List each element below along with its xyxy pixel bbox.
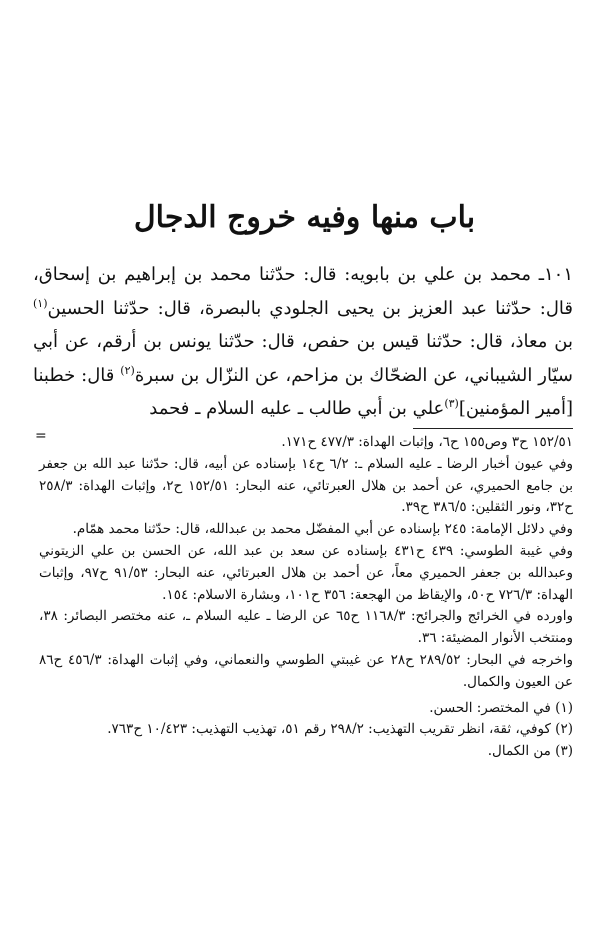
source-note: ١٥٢/٥١ ح٣ وص١٥٥ ح٦، وإثبات الهداة: ٤٧٧/٣ ح١٧١. xyxy=(281,434,573,450)
source-note: وفي غيبة الطوسي: ٤٣٩ ح٤٣١ بإسناده عن سعد بن عبد الله، عن الحسن بن علي الزيتوني وعبدالله بن جعفر الحميري معاً، عن أحمد بن هلال العبرتائي، عنه البحار: ٩١/٥٣ ح٩٧، وإثبات الهداة: ٧٢٦/٣ ح٥٠، والإيقاظ من الهجعة: ٣٥٦ ح١٠١، وبشارة الاسلام: ١٥٤. xyxy=(39,542,573,603)
footnote-ref-1: (١) xyxy=(33,296,48,310)
source-note: واخرجه في البحار: ٢٨٩/٥٢ ح٢٨ عن غيبتي الطوسي والنعماني، وفي إثبات الهداة: ٤٥٦/٣ ح٨٦ عن العيون والكمال. xyxy=(39,651,573,690)
hadith-text-part-2: بن معاذ، قال: حدّثنا قيس بن حفص، قال: حدّثنا يونس بن أرقم، عن أبي سيّار الشيباني، عن الضحّاك بن مزاحم، عن النزّال بن سبرة xyxy=(33,331,573,386)
hadith-paragraph xyxy=(33,258,573,426)
hadith-text-part-1: ـ محمد بن علي بن بابويه: قال: حدّثنا محمد بن إبراهيم بن إسحاق، قال: حدّثنا عبد العزيز بن يحيى الجلودي بالبصرة، قال: حدّثنا الحسين xyxy=(33,264,573,319)
footnote-divider xyxy=(413,428,573,429)
footnote-2: (٢) كوفي، ثقة، انظر تقريب التهذيب: ٢٩٨/٢ رقم ٥١، تهذيب التهذيب: ١٠/٤٢٣ ح٧٦٣. xyxy=(107,721,573,738)
chapter-title: باب منها وفيه خروج الدجال xyxy=(133,200,476,235)
footnotes-block xyxy=(39,432,573,763)
hadith-text-part-4: علي بن أبي طالب ـ عليه السلام ـ فحمد xyxy=(149,398,445,419)
footnote-ref-3: (٣) xyxy=(444,397,459,410)
hadith-number: ١٠١ xyxy=(543,264,573,285)
hadith-text-block xyxy=(33,258,573,426)
hadith-text-part-3: قال: خطبنا [أمير المؤمنين] xyxy=(33,364,573,419)
source-note: واورده في الخرائج والجرائح: ١١٦٨/٣ ح٦٥ عن الرضا ـ عليه السلام ـ، عنه مختصر البصائر: ٣٨، ومنتخب الأنوار المضيئة: ٣٦. xyxy=(39,608,573,647)
continuation-mark: = xyxy=(35,428,47,444)
footnote-ref-2: (٢) xyxy=(120,363,135,377)
footnote-1: (١) في المختصر: الحسن. xyxy=(429,699,573,716)
source-note: وفي عيون أخبار الرضا ـ عليه السلام ـ: ٦/٢ ح١٤ بإسناده عن أبيه، قال: حدّثنا عبد الله بن جعفر بن جامع الحميري، عن أحمد بن هلال العبرتائي، عنه البحار: ١٥٢/٥١ ح٢، وإثبات الهداة: ٢٥٨/٣ ح٣٢، ونور الثقلين: ٣٨٦/٥ ح٣٩. xyxy=(39,455,573,516)
source-note: وفي دلائل الإمامة: ٢٤٥ بإسناده عن أبي المفضّل محمد بن عبدالله، قال: حدّثنا محمد همّام. xyxy=(72,521,573,538)
footnote-3: (٣) من الكمال. xyxy=(487,743,573,760)
